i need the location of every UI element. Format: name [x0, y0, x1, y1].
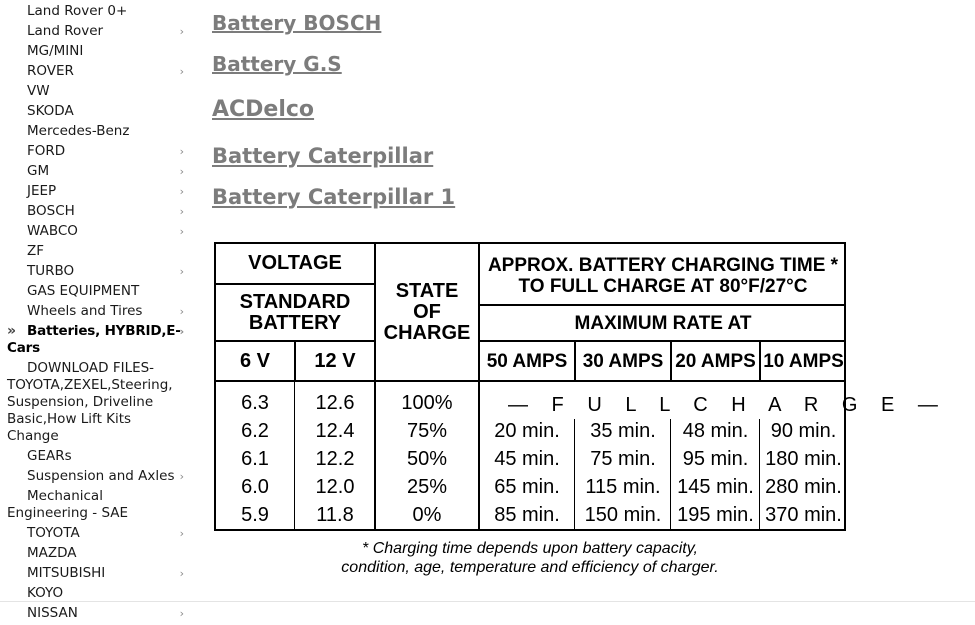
cell-6v: 5.9: [241, 504, 269, 526]
link-battery-gs[interactable]: Battery G.S: [212, 52, 342, 76]
col-50amps-header: 50 AMPS: [486, 350, 568, 372]
sidebar-item-label: TURBO: [27, 263, 75, 279]
standard-battery-header: STANDARD BATTERY: [239, 290, 351, 334]
cell-30a: 115 min.: [585, 476, 661, 498]
cell-state: 50%: [406, 448, 448, 470]
sidebar-item-download-files-toyota-zexel-steering-sus[interactable]: [0, 360, 200, 445]
sidebar-item-label: FORD: [27, 143, 66, 159]
full-charge-label: — F U L L C H A R G E —: [508, 394, 947, 416]
cell-6v: 6.3: [241, 392, 269, 414]
sidebar-item-label: Mercedes-Benz: [27, 123, 130, 139]
cell-20a: 145 min.: [677, 476, 754, 498]
sidebar-menu: [0, 0, 200, 621]
cell-10a: 280 min.: [765, 476, 842, 498]
sidebar-item-label: Suspension and Axles: [27, 468, 175, 484]
active-bullet-icon: »: [7, 323, 16, 339]
sidebar-item-wheels-and-tires[interactable]: [0, 303, 200, 320]
cell-50a: 20 min.: [494, 420, 560, 442]
sidebar-item-koyo[interactable]: [0, 585, 200, 602]
cell-50a: 45 min.: [494, 448, 560, 470]
col-12v-header: 12 V: [314, 349, 356, 372]
sidebar-item-suspension-and-axles[interactable]: [0, 468, 200, 485]
sidebar-item-label: DOWNLOAD FILES-TOYOTA,ZEXEL,Steering, Suspension, Driveline Basic,How Lift Kits Change: [7, 360, 173, 444]
sidebar-item-mechanical-engineering-sae[interactable]: [0, 488, 200, 522]
sidebar-item-skoda[interactable]: [0, 103, 200, 120]
sidebar-item-label: MAZDA: [27, 545, 77, 561]
submenu-arrow-icon: ›: [179, 607, 184, 620]
sidebar-item-mitsubishi[interactable]: [0, 565, 200, 582]
sidebar-item-gm[interactable]: [0, 163, 200, 180]
submenu-arrow-icon: ›: [179, 165, 184, 178]
sidebar-item-label: JEEP: [27, 183, 57, 199]
cell-state: 0%: [412, 504, 442, 526]
submenu-arrow-icon: ›: [179, 225, 184, 238]
submenu-arrow-icon: ›: [179, 25, 184, 38]
sidebar-item-wabco[interactable]: [0, 223, 200, 240]
sidebar-item-label: Wheels and Tires: [27, 303, 143, 319]
cell-30a: 150 min.: [584, 504, 662, 526]
cell-20a: 195 min.: [677, 504, 754, 526]
submenu-arrow-icon: ›: [179, 527, 184, 540]
submenu-arrow-icon: ›: [179, 470, 184, 483]
submenu-arrow-icon: ›: [179, 567, 184, 580]
cell-state: 100%: [401, 392, 453, 414]
cell-6v: 6.2: [241, 420, 269, 442]
cell-6v: 6.1: [241, 448, 269, 470]
link-battery-caterpillar-1[interactable]: Battery Caterpillar 1: [212, 185, 456, 209]
col-20amps-header: 20 AMPS: [675, 350, 756, 372]
sidebar-item-rover[interactable]: [0, 63, 200, 80]
sidebar-item-land-rover-0[interactable]: [0, 3, 200, 20]
sidebar-item-zf[interactable]: [0, 243, 200, 260]
sidebar-item-turbo[interactable]: [0, 263, 200, 280]
sidebar-item-gears[interactable]: [0, 448, 200, 465]
submenu-arrow-icon: ›: [179, 325, 184, 338]
submenu-arrow-icon: ›: [179, 145, 184, 158]
cell-12v: 12.6: [315, 392, 355, 414]
sidebar-item-label: Mechanical Engineering - SAE: [7, 488, 129, 521]
sidebar-item-label: NISSAN: [27, 605, 78, 621]
sidebar-item-label: Batteries, HYBRID,E-Cars: [7, 323, 181, 356]
col-30amps-header: 30 AMPS: [582, 350, 664, 372]
sidebar-item-toyota[interactable]: [0, 525, 200, 542]
sidebar-item-label: GEARs: [27, 448, 72, 464]
sidebar-item-label: ZF: [27, 243, 45, 259]
charging-time-header: APPROX. BATTERY CHARGING TIME * TO FULL CHARGE AT 80°F/27°C: [487, 255, 839, 297]
submenu-arrow-icon: ›: [179, 305, 184, 318]
voltage-header: VOLTAGE: [248, 252, 342, 274]
cell-12v: 12.2: [315, 448, 355, 470]
link-battery-caterpillar[interactable]: Battery Caterpillar: [212, 144, 434, 168]
cell-30a: 75 min.: [590, 448, 656, 470]
cell-20a: 95 min.: [682, 448, 749, 470]
max-rate-header: MAXIMUM RATE AT: [574, 312, 752, 334]
cell-10a: 180 min.: [765, 448, 842, 470]
sidebar-item-label: VW: [27, 83, 50, 99]
submenu-arrow-icon: ›: [179, 65, 184, 78]
col-6v-header: 6 V: [239, 349, 271, 372]
cell-12v: 12.4: [315, 420, 355, 442]
cell-30a: 35 min.: [590, 420, 656, 442]
sidebar-item-gas-equipment[interactable]: [0, 283, 200, 300]
submenu-arrow-icon: ›: [179, 185, 184, 198]
sidebar-item-mercedes-benz[interactable]: [0, 123, 200, 140]
sidebar-item-jeep[interactable]: [0, 183, 200, 200]
cell-10a: 90 min.: [770, 420, 837, 442]
sidebar-item-label: SKODA: [27, 103, 74, 119]
cell-6v: 6.0: [241, 476, 269, 498]
sidebar-item-label: WABCO: [27, 223, 78, 239]
sidebar-item-label: KOYO: [27, 585, 64, 601]
cell-50a: 65 min.: [494, 476, 560, 498]
sidebar-item-label: BOSCH: [27, 203, 75, 219]
cell-20a: 48 min.: [682, 420, 749, 442]
sidebar-item-nissan[interactable]: [0, 605, 200, 622]
charging-footnote: * Charging time depends upon battery capacity, condition, age, temperature and efficiency of charger.: [341, 540, 719, 576]
col-10amps-header: 10 AMPS: [763, 350, 844, 372]
sidebar-item-label: TOYOTA: [27, 525, 80, 541]
cell-12v: 11.8: [316, 504, 354, 526]
cell-10a: 370 min.: [765, 504, 842, 526]
battery-charging-table: [214, 242, 947, 531]
sidebar-item-label: GAS EQUIPMENT: [27, 283, 140, 299]
sidebar-item-batteries-hybrid-e-cars[interactable]: [0, 323, 200, 357]
submenu-arrow-icon: ›: [179, 265, 184, 278]
sidebar-item-label: ROVER: [27, 63, 74, 79]
sidebar-item-label: GM: [27, 163, 50, 179]
submenu-arrow-icon: ›: [179, 205, 184, 218]
cell-state: 25%: [406, 476, 448, 498]
category-nav: [0, 3, 200, 625]
sidebar-item-vw[interactable]: [0, 83, 200, 100]
link-battery-bosch[interactable]: Battery BOSCH: [212, 11, 382, 35]
sidebar-item-label: Land Rover: [27, 23, 104, 39]
sidebar-item-ford[interactable]: [0, 143, 200, 160]
cell-50a: 85 min.: [494, 504, 560, 526]
cell-state: 75%: [406, 420, 448, 442]
sidebar-item-label: Land Rover 0+: [27, 3, 128, 19]
sidebar-item-land-rover[interactable]: [0, 23, 200, 40]
page-divider: [0, 601, 975, 602]
sidebar-item-label: MG/MINI: [27, 43, 84, 59]
sidebar-item-bosch[interactable]: [0, 203, 200, 220]
link-acdelco[interactable]: ACDelco: [212, 97, 315, 122]
sidebar-item-mg-mini[interactable]: [0, 43, 200, 60]
sidebar-item-mazda[interactable]: [0, 545, 200, 562]
sidebar-item-label: MITSUBISHI: [27, 565, 106, 581]
state-of-charge-header: STATE OF CHARGE: [383, 279, 471, 344]
cell-12v: 12.0: [315, 476, 355, 498]
